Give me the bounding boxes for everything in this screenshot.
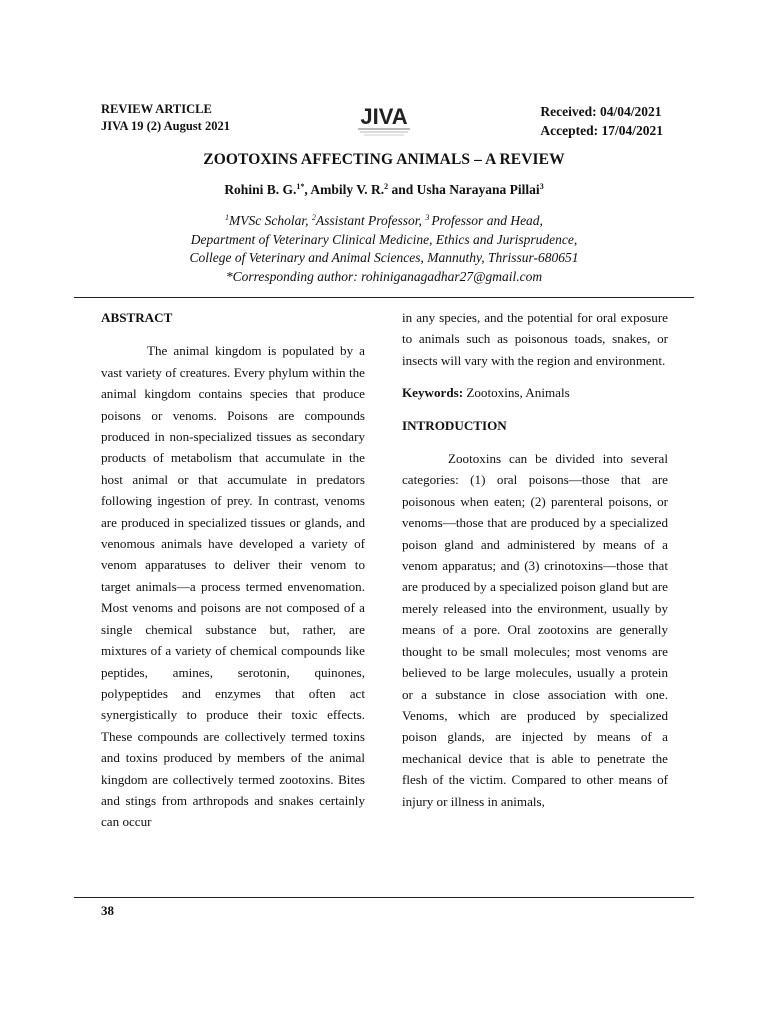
author-list bbox=[0, 182, 768, 198]
page-number: 38 bbox=[101, 903, 114, 918]
article-type: REVIEW ARTICLE bbox=[101, 102, 212, 116]
affil-role-3: Professor and Head, bbox=[431, 213, 543, 228]
abstract-heading: ABSTRACT bbox=[101, 310, 173, 325]
author-sep-2: and bbox=[388, 182, 417, 197]
left-column bbox=[101, 307, 365, 833]
author-2-sup: 2 bbox=[384, 182, 389, 191]
affiliations bbox=[0, 212, 768, 286]
right-column bbox=[402, 307, 668, 812]
keywords-label: Keywords: bbox=[402, 385, 464, 401]
introduction-text: Zootoxins can be divided into several categories: (1) oral poisons—those that are poisonous when eaten; (2) parenteral poisons, or venoms—those that are produced by a specialized poison gland and administered by means of a venom apparatus; and (3) crinotoxins—those that are produced by a specialized poison gland but are merely released into the environment, usually by means of a pore. Oral zootoxins are generally thought to be small molecules; most venoms are believed to be large molecules, usually a protein or a substance in close association with one. Venoms, which are produced by specialized poison glands, are injected by means of a mechanical device that is able to penetrate the flesh of the victim. Compared to other means of injury or illness in animals, bbox=[402, 451, 668, 809]
received-date: Received: 04/04/2021 bbox=[540, 104, 662, 119]
accepted-date: Accepted: 17/04/2021 bbox=[540, 123, 663, 138]
affiliation-department: Department of Veterinary Clinical Medicine, Ethics and Jurisprudence, bbox=[190, 231, 578, 247]
author-2: Ambily V. R. bbox=[310, 182, 385, 197]
author-3-sup: 3 bbox=[539, 182, 544, 191]
introduction-heading: INTRODUCTION bbox=[402, 417, 507, 433]
abstract-text: The animal kingdom is populated by a vast variety of creatures. Every phylum within the animal kingdom contains species that produce poisons or venoms. Poisons are compounds produced in non-specialized tissues as secondary products of metabolism that accumulate in the host animal or that accumulate in predators following ingestion of prey. In contrast, venoms are produced in specialized tissues or glands, and venomous animals have developed a variety of venom apparatuses to deliver their venom to target animals—a process termed envenomation. Most venoms and poisons are not composed of a single chemical substance but, rather, are mixtures of a variety of chemical compounds like peptides, amines, serotonin, quinones, polypeptides and enzymes that often act synergistically to produce their toxic effects. These compounds are collectively termed toxins and toxins produced by members of the animal kingdom are collectively termed zootoxins. Bites and stings from arthropods and snakes certainly can occur bbox=[101, 343, 365, 830]
affiliation-roles bbox=[0, 212, 768, 231]
abstract-continued: in any species, and the potential for oral exposure to animals such as poisonous toads, snakes, or insects will vary with the region and environment. bbox=[402, 310, 668, 368]
affil-sup-2: 2 bbox=[311, 213, 316, 222]
header-divider bbox=[74, 297, 694, 298]
footer-divider bbox=[74, 897, 694, 898]
keywords-value: Zootoxins, Animals bbox=[463, 385, 570, 401]
paper-title: ZOOTOXINS AFFECTING ANIMALS – A REVIEW bbox=[203, 151, 565, 168]
author-1-sup: 1* bbox=[296, 182, 305, 191]
author-3: Usha Narayana Pillai bbox=[416, 182, 540, 197]
affil-role-2: Assistant Professor, bbox=[315, 213, 426, 228]
keywords bbox=[402, 382, 668, 403]
author-1: Rohini B. G. bbox=[224, 182, 297, 197]
affil-sup-3: 3 bbox=[425, 213, 432, 222]
corresponding-author: *Corresponding author: rohiniganagadhar27@gmail.com bbox=[225, 268, 543, 284]
affiliation-college: College of Veterinary and Animal Sciences, Mannuthy, Thrissur-680651 bbox=[189, 250, 579, 265]
header-left bbox=[101, 101, 230, 135]
svg-text:JIVA: JIVA bbox=[360, 104, 408, 129]
affil-role-1: MVSc Scholar, bbox=[229, 213, 312, 228]
affil-sup-1: 1 bbox=[225, 213, 230, 222]
author-sep-1: , bbox=[304, 182, 311, 197]
jiva-logo bbox=[354, 102, 414, 138]
header-right bbox=[540, 102, 663, 140]
journal-issue: JIVA 19 (2) August 2021 bbox=[101, 119, 230, 133]
